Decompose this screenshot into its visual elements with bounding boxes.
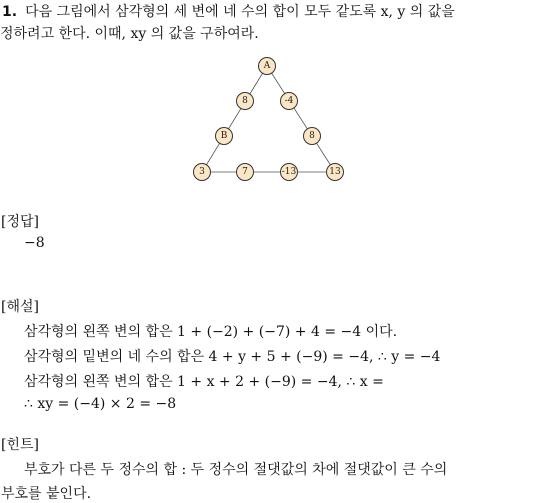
- answer-value: −8: [24, 235, 45, 251]
- hint-line-2: 부호를 붙인다.: [1, 486, 92, 502]
- node-right-top: -4: [280, 92, 298, 110]
- node-a: A: [258, 57, 276, 75]
- solution-line-3: 삼각형의 왼쪽 변의 합은 1 + x + 2 + (−9) = −4, ∴ x =: [24, 374, 384, 390]
- solution-line-1: 삼각형의 왼쪽 변의 합은 1 + (−2) + (−7) + 4 = −4 이다.: [24, 324, 398, 340]
- left-edge: [202, 66, 267, 172]
- node-bottom-left: 3: [193, 163, 211, 181]
- answer-heading: [정답]: [1, 214, 39, 230]
- solution-line-2: 삼각형의 밑변의 네 수의 합은 4 + y + 5 + (−9) = −4, ∴ y = −4: [24, 349, 441, 365]
- problem-line-1: [2, 1, 455, 21]
- right-edge: [267, 66, 335, 172]
- node-bottom-2: 7: [236, 163, 254, 181]
- problem-text-1: 다음 그림에서 삼각형의 세 변에 네 수의 합이 모두 같도록 x, y 의 값을: [25, 4, 455, 20]
- hint-line-1: 부호가 다른 두 정수의 합 : 두 정수의 절댓값의 차에 절댓값이 큰 수의: [24, 462, 448, 478]
- node-b: B: [215, 127, 233, 145]
- problem-number: 1.: [2, 4, 18, 20]
- node-right-mid: 8: [303, 127, 321, 145]
- problem-line-2: 정하려고 한다. 이때, xy 의 값을 구하여라.: [0, 26, 259, 42]
- hint-heading: [힌트]: [1, 437, 39, 453]
- node-bottom-right: 13: [326, 163, 344, 181]
- node-bottom-3: -13: [280, 163, 298, 181]
- triangle-diagram: [185, 55, 355, 185]
- solution-heading: [해설]: [1, 299, 39, 315]
- solution-line-4: ∴ xy = (−4) × 2 = −8: [24, 396, 177, 412]
- node-left-mid: 8: [236, 92, 254, 110]
